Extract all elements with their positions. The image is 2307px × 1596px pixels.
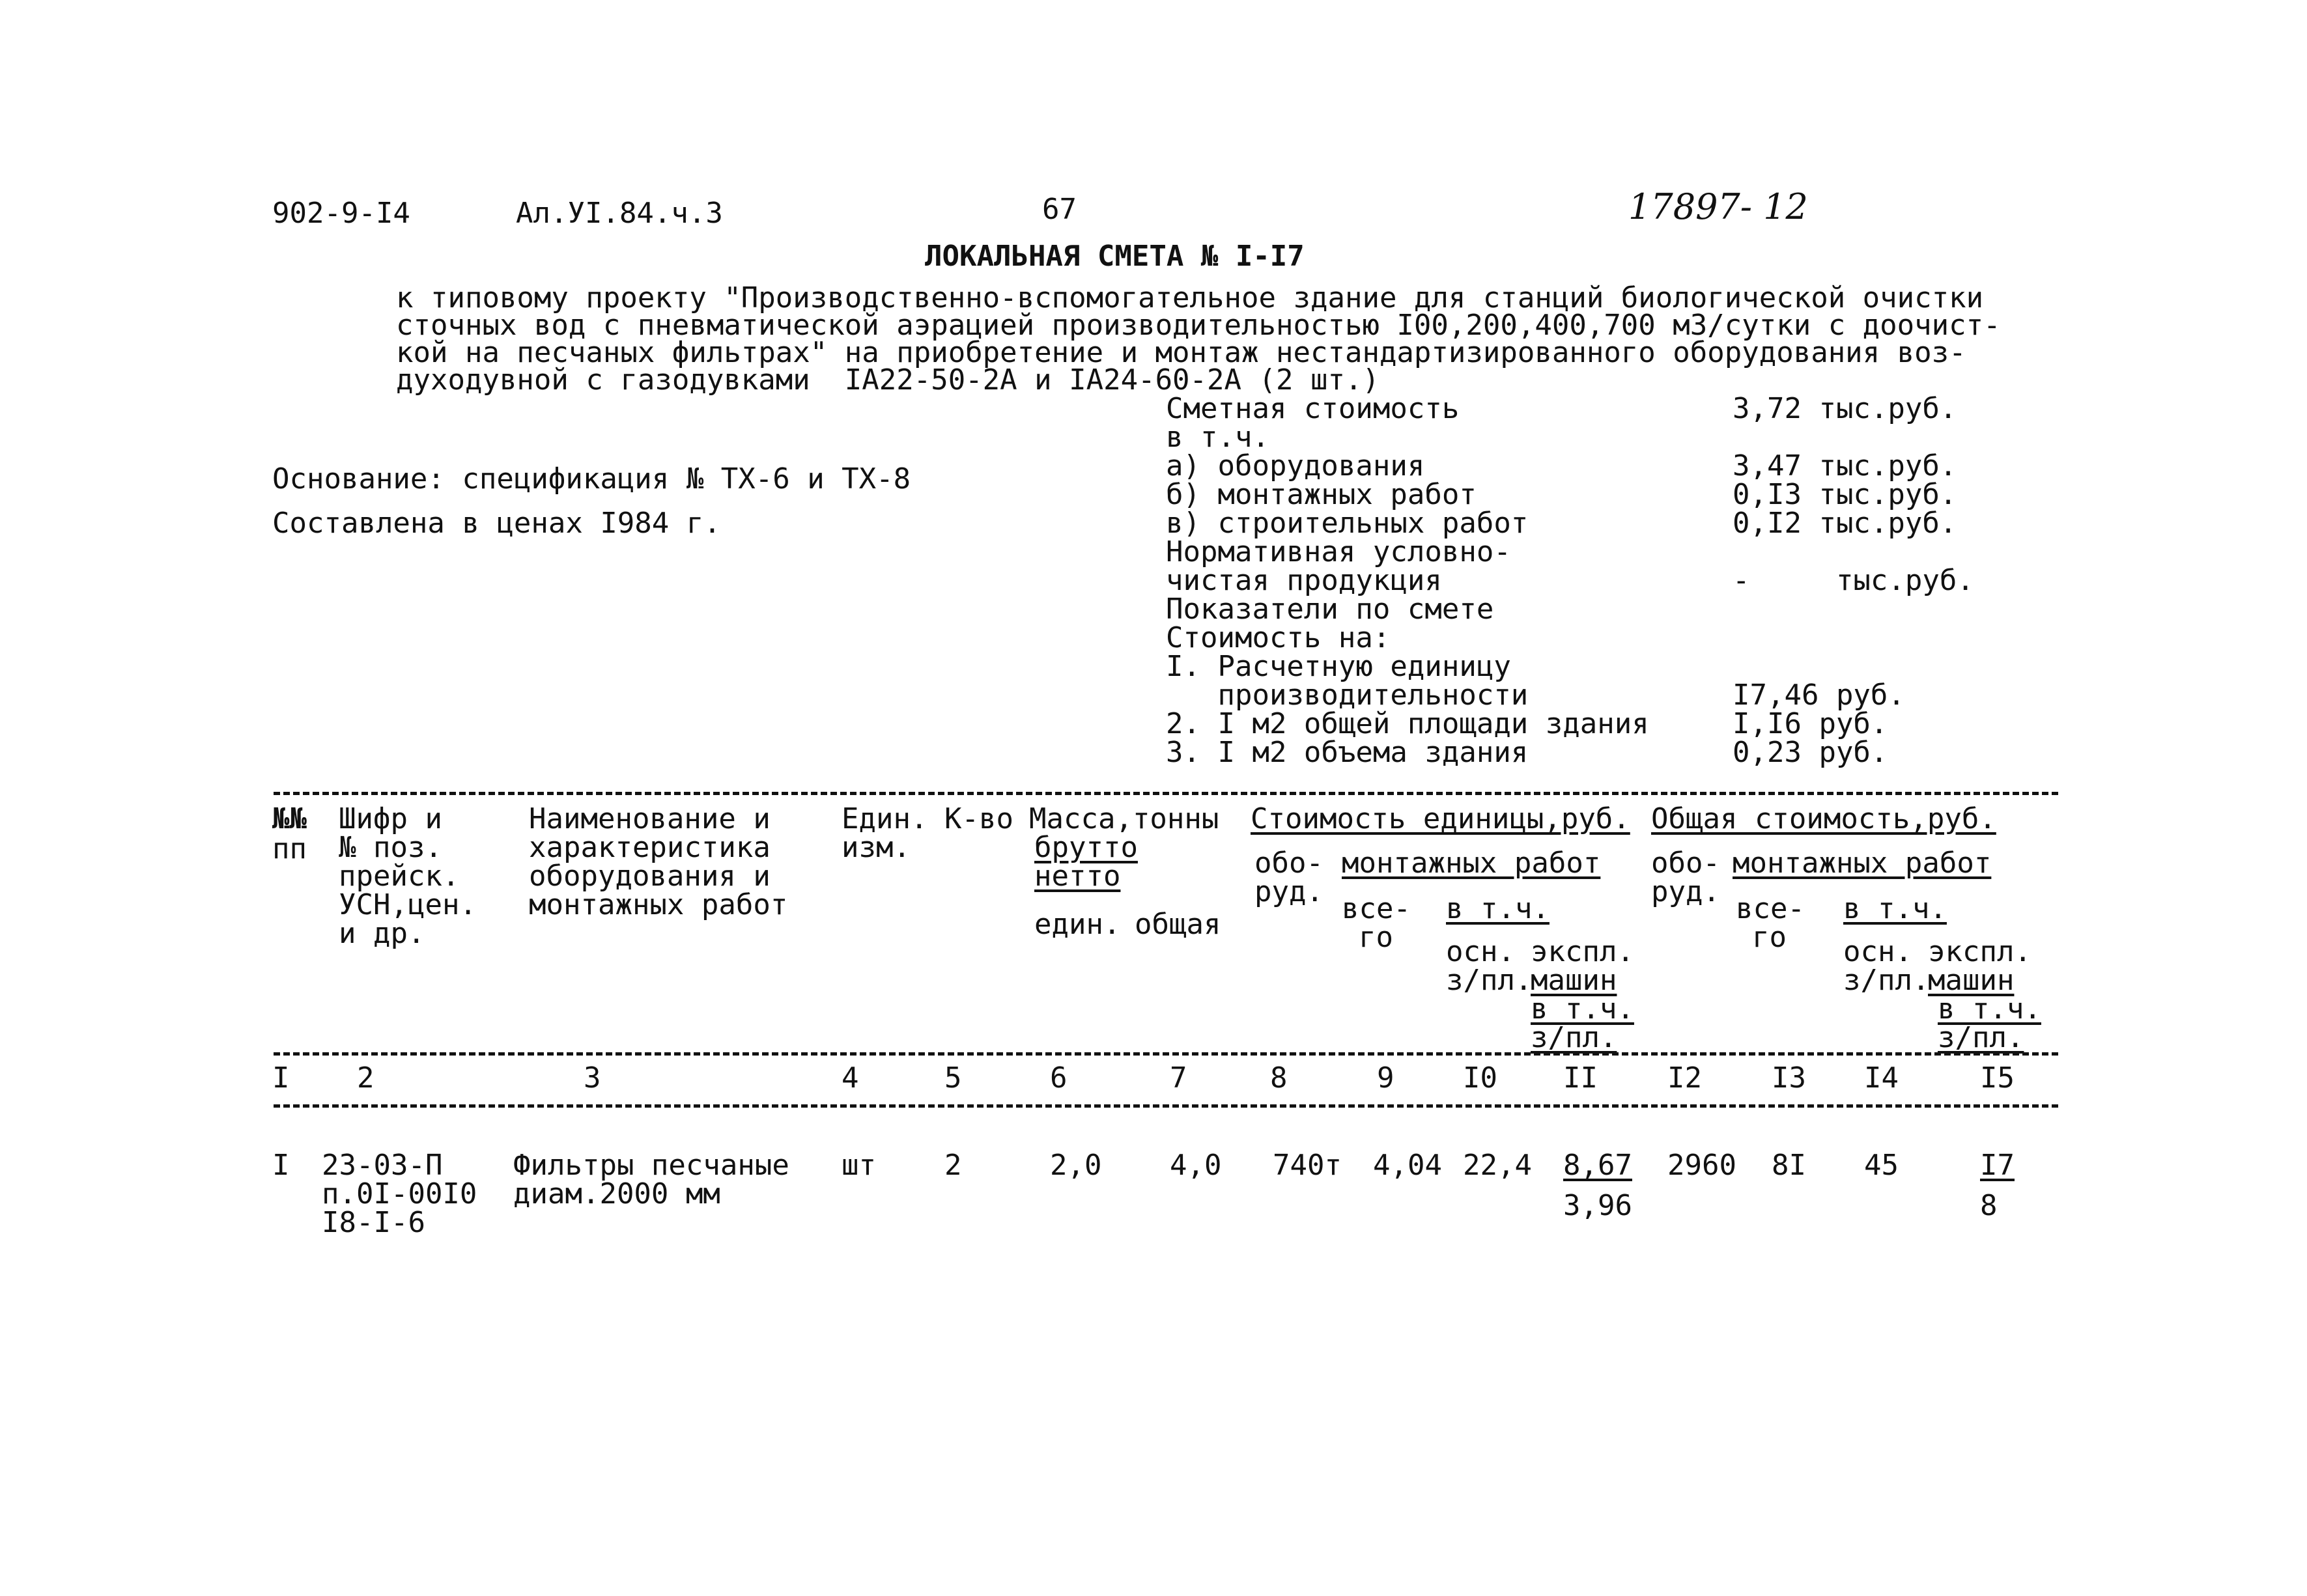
header-unit-obo: руд. — [1254, 875, 1323, 908]
summary-value: 0,I2 тыс.руб. — [1733, 507, 1957, 540]
row-mass-total: 4,0 — [1170, 1149, 1222, 1182]
row-name: диам.2000 мм — [513, 1177, 720, 1211]
row-mass-unit: 2,0 — [1050, 1149, 1102, 1182]
header-unit-osn: з/пл. — [1446, 964, 1533, 997]
description-line: сточных вод с пневматической аэрацией производительностью I00,200,400,700 м3/сутки с доочист- — [396, 309, 2001, 342]
summary-value: 0,I3 тыс.руб. — [1733, 478, 1957, 511]
header-unit-vse: все- — [1342, 892, 1411, 925]
row-code: I8-I-6 — [322, 1206, 425, 1239]
album-code: Ал.УI.84.ч.3 — [516, 197, 723, 230]
header-c2: Шифр и — [339, 802, 442, 835]
row-unit: шт — [842, 1149, 876, 1182]
header-total-expl: экспл. — [1928, 935, 2031, 968]
column-number: 9 — [1377, 1061, 1394, 1095]
summary-label: Стоимость на: — [1166, 621, 1391, 654]
doc-code: 902-9-I4 — [272, 197, 410, 230]
header-c1: №№ — [272, 802, 307, 835]
header-c4: изм. — [842, 831, 911, 864]
row-num: I — [272, 1149, 290, 1182]
header-unit-vse: го — [1359, 921, 1393, 954]
summary-value: 3,72 тыс.руб. — [1733, 392, 1957, 425]
column-number: 7 — [1170, 1061, 1187, 1095]
summary-label: производительности — [1166, 679, 1529, 712]
header-c2: № поз. — [339, 831, 442, 864]
summary-label: а) оборудования — [1166, 449, 1425, 483]
column-number: I4 — [1864, 1061, 1899, 1095]
header-c5: К-во — [944, 802, 1013, 835]
header-total-obo: руд. — [1651, 875, 1720, 908]
header-c3: оборудования и — [529, 860, 771, 893]
row-total-equip: 2960 — [1667, 1149, 1736, 1182]
description-line: кой на песчаных фильтрах" на приобретение и монтаж нестандартизированного оборудования воз- — [396, 336, 1966, 369]
header-unit-mont: монтажных работ — [1342, 847, 1601, 880]
header-c2: прейск. — [339, 860, 460, 893]
summary-label: в) строительных работ — [1166, 507, 1529, 540]
summary-value: 3,47 тыс.руб. — [1733, 449, 1957, 483]
header-c3: монтажных работ — [529, 888, 788, 921]
header-mass-unit: един. — [1034, 908, 1121, 941]
header-total-expl: машин — [1928, 964, 2015, 997]
summary-label: в т.ч. — [1166, 421, 1269, 454]
row-total-expl: I7 — [1980, 1149, 2015, 1182]
column-number: 5 — [944, 1061, 962, 1095]
header-total-obo: обо- — [1651, 847, 1720, 880]
row-unit-mont-total: 4,04 — [1373, 1149, 1442, 1182]
header-c2: и др. — [339, 917, 425, 950]
summary-value: - тыс.руб. — [1733, 564, 1974, 597]
header-c3: Наименование и — [529, 802, 771, 835]
header-bottom-rule — [274, 1052, 2058, 1056]
header-unit-cost: Стоимость единицы,руб. — [1251, 802, 1630, 835]
column-number: 4 — [842, 1061, 859, 1095]
summary-label: чистая продукция — [1166, 564, 1442, 597]
header-unit-expl: экспл. — [1531, 935, 1634, 968]
header-total-expl-vtch: з/пл. — [1938, 1021, 2024, 1054]
row-unit-expl: 8,67 — [1563, 1149, 1632, 1182]
summary-label: Нормативная условно- — [1166, 535, 1511, 568]
row-unit-osn: 22,4 — [1463, 1149, 1532, 1182]
column-numbers-rule — [274, 1104, 2058, 1108]
row-qty: 2 — [944, 1149, 962, 1182]
summary-value: 0,23 руб. — [1733, 736, 1888, 769]
estimate-title: ЛОКАЛЬНАЯ СМЕТА № I-I7 — [925, 240, 1305, 273]
row-unit-equip: 740т — [1273, 1149, 1342, 1182]
header-total-mont: монтажных работ — [1733, 847, 1992, 880]
prices-year-text: Составлена в ценах I984 г. — [272, 507, 721, 540]
sheet-number: 17897- 12 — [1628, 186, 1808, 227]
summary-label: б) монтажных работ — [1166, 478, 1477, 511]
column-number: I — [272, 1061, 290, 1095]
column-number: I5 — [1980, 1061, 2015, 1095]
header-mass-total: общая — [1135, 908, 1221, 941]
summary-label: Сметная стоимость — [1166, 392, 1460, 425]
header-unit-expl: машин — [1531, 964, 1617, 997]
summary-label: I. Расчетную единицу — [1166, 650, 1511, 683]
header-total-cost: Общая стоимость,руб. — [1651, 802, 1996, 835]
summary-value: I7,46 руб. — [1733, 679, 1905, 712]
header-mass-brutto: брутто — [1034, 831, 1138, 864]
header-unit-expl-vtch: з/пл. — [1531, 1021, 1617, 1054]
header-total-vse: го — [1752, 921, 1787, 954]
summary-label: 3. I м2 объема здания — [1166, 736, 1529, 769]
page-number: 67 — [1042, 193, 1077, 226]
header-mass-netto: нетто — [1034, 860, 1121, 893]
row-name: Фильтры песчаные — [513, 1149, 789, 1182]
column-number: 6 — [1050, 1061, 1068, 1095]
column-number: II — [1563, 1061, 1598, 1095]
column-number: I0 — [1463, 1061, 1497, 1095]
table-top-rule — [274, 792, 2058, 795]
column-number: I2 — [1667, 1061, 1702, 1095]
header-unit-osn: осн. — [1446, 935, 1515, 968]
header-total-osn: з/пл. — [1843, 964, 1930, 997]
basis-text: Основание: спецификация № ТХ-6 и ТХ-8 — [272, 462, 911, 496]
header-total-vtch: в т.ч. — [1843, 892, 1947, 925]
summary-value: I,I6 руб. — [1733, 707, 1888, 740]
row-total-expl-zpl: 8 — [1980, 1189, 1998, 1222]
header-c2: УСН,цен. — [339, 888, 477, 921]
row-total-osn: 45 — [1864, 1149, 1899, 1182]
column-number: 3 — [584, 1061, 601, 1095]
header-c1: пп — [272, 832, 307, 865]
column-number: 2 — [357, 1061, 375, 1095]
row-unit-expl-zpl: 3,96 — [1563, 1189, 1632, 1222]
row-code: 23-03-П — [322, 1149, 443, 1182]
header-mass: Масса,тонны — [1029, 802, 1219, 835]
column-number: I3 — [1772, 1061, 1806, 1095]
header-unit-obo: обо- — [1254, 847, 1323, 880]
header-total-expl-vtch: в т.ч. — [1938, 992, 2041, 1026]
row-code: п.0I-00I0 — [322, 1177, 477, 1211]
description-line: духодувной с газодувками IA22-50-2A и IA24-60-2A (2 шт.) — [396, 363, 1380, 397]
header-c4: Един. — [842, 802, 928, 835]
header-unit-expl-vtch: в т.ч. — [1531, 992, 1634, 1026]
summary-label: 2. I м2 общей площади здания — [1166, 707, 1649, 740]
header-total-osn: осн. — [1843, 935, 1912, 968]
header-c3: характеристика — [529, 831, 771, 864]
column-number: 8 — [1270, 1061, 1288, 1095]
header-total-vse: все- — [1736, 892, 1805, 925]
description-line: к типовому проекту "Производственно-вспомогательное здание для станций биологической очистки — [396, 281, 1984, 315]
header-unit-vtch: в т.ч. — [1446, 892, 1550, 925]
summary-label: Показатели по смете — [1166, 593, 1494, 626]
row-total-mont-total: 8I — [1772, 1149, 1806, 1182]
